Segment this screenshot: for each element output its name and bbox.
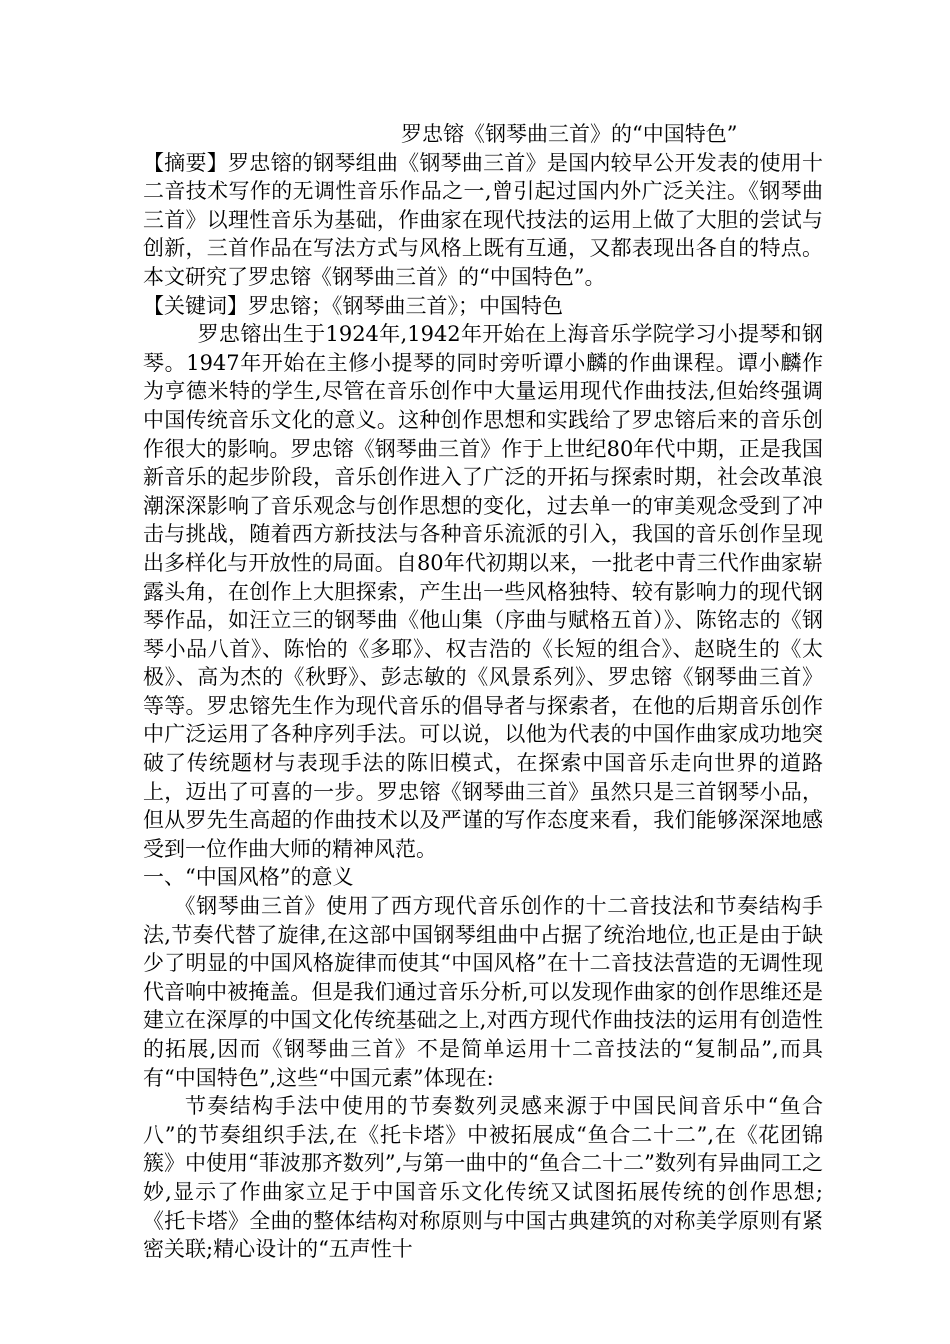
body-paragraph-1: 罗忠镕出生于1924年,1942年开始在上海音乐学院学习小提琴和钢琴。1947年开始在主修小提琴的同时旁听谭小麟的作曲课程。谭小麟作为亨德米特的学生,尽管在音乐创作中大量运用现代作曲技法,但始终强调中国传统音乐文化的意义。这种创作思想和实践给了罗忠镕后来的音乐创作很大的影响。罗忠镕《钢琴曲三首》作于上世纪80年代中期，正是我国新音乐的起步阶段，音乐创作进入了广泛的开拓与探索时期，社会改革浪潮深深影响了音乐观念与创作思想的变化，过去单一的审美观念受到了冲击与挑战，随着西方新技法与各种音乐流派的引入，我国的音乐创作呈现出多样化与开放性的局面。自80年代初期以来，一批老中青三代作曲家崭露头角，在创作上大胆探索，产生出一些风格独特、较有影响力的现代钢琴作品，如汪立三的钢琴曲《他山集（序曲与赋格五首）》、陈铭志的《钢琴小品八首》、陈怡的《多耶》、权吉浩的《长短的组合》、赵晓生的《太极》、高为杰的《秋野》、彭志敏的《风景系列》、罗忠镕《钢琴曲三首》等等。罗忠镕先生作为现代音乐的倡导者与探索者，在他的后期音乐创作中广泛运用了各种序列手法。可以说，以他为代表的中国作曲家成功地突破了传统题材与表现手法的陈旧模式，在探索中国音乐走向世界的道路上，迈出了可喜的一步。罗忠镕《钢琴曲三首》虽然只是三首钢琴小品，但从罗先生高超的作曲技术以及严谨的写作态度来看，我们能够深深地感受到一位作曲大师的精神风范。 (143, 322, 823, 861)
abstract-paragraph: 【摘要】罗忠镕的钢琴组曲《钢琴曲三首》是国内较早公开发表的使用十二音技术写作的无调性音乐作品之一,曾引起过国内外广泛关注。《钢琴曲三首》以理性音乐为基础，作曲家在现代技法的运用上做了大胆的尝试与创新，三首作品在写法方式与风格上既有互通，又都表现出各自的特点。本文研究了罗忠镕《钢琴曲三首》的“中国特色”。 (143, 150, 823, 289)
keywords-line: 【关键词】罗忠镕；《钢琴曲三首》；中国特色 (143, 293, 563, 318)
section-heading-1: 一、“中国风格”的意义 (143, 865, 354, 890)
document-page (143, 120, 823, 1264)
body-paragraph-2: 《钢琴曲三首》使用了西方现代音乐创作的十二音技法和节奏结构手法,节奏代替了旋律,在这部中国钢琴组曲中占据了统治地位,也正是由于缺少了明显的中国风格旋律而使其“中国风格”在十二音技法营造的无调性现代音响中被掩盖。但是我们通过音乐分析,可以发现作曲家的创作思维还是建立在深厚的中国文化传统基础之上,对西方现代作曲技法的运用有创造性的拓展,因而《钢琴曲三首》不是简单运用十二音技法的“复制品”,而具有“中国特色”,这些“中国元素”体现在: (143, 894, 823, 1090)
document-title: 罗忠镕《钢琴曲三首》的“中国特色” (401, 122, 738, 146)
body-paragraph-3: 节奏结构手法中使用的节奏数列灵感来源于中国民间音乐中“鱼合八”的节奏组织手法,在《托卡塔》中被拓展成“鱼合二十二”,在《花团锦簇》中使用“菲波那齐数列”,与第一曲中的“鱼合二十二”数列有异曲同工之妙,显示了作曲家立足于中国音乐文化传统又试图拓展传统的创作思想;《托卡塔》全曲的整体结构对称原则与中国古典建筑的对称美学原则有紧密关联;精心设计的“五声性十 (143, 1094, 823, 1262)
